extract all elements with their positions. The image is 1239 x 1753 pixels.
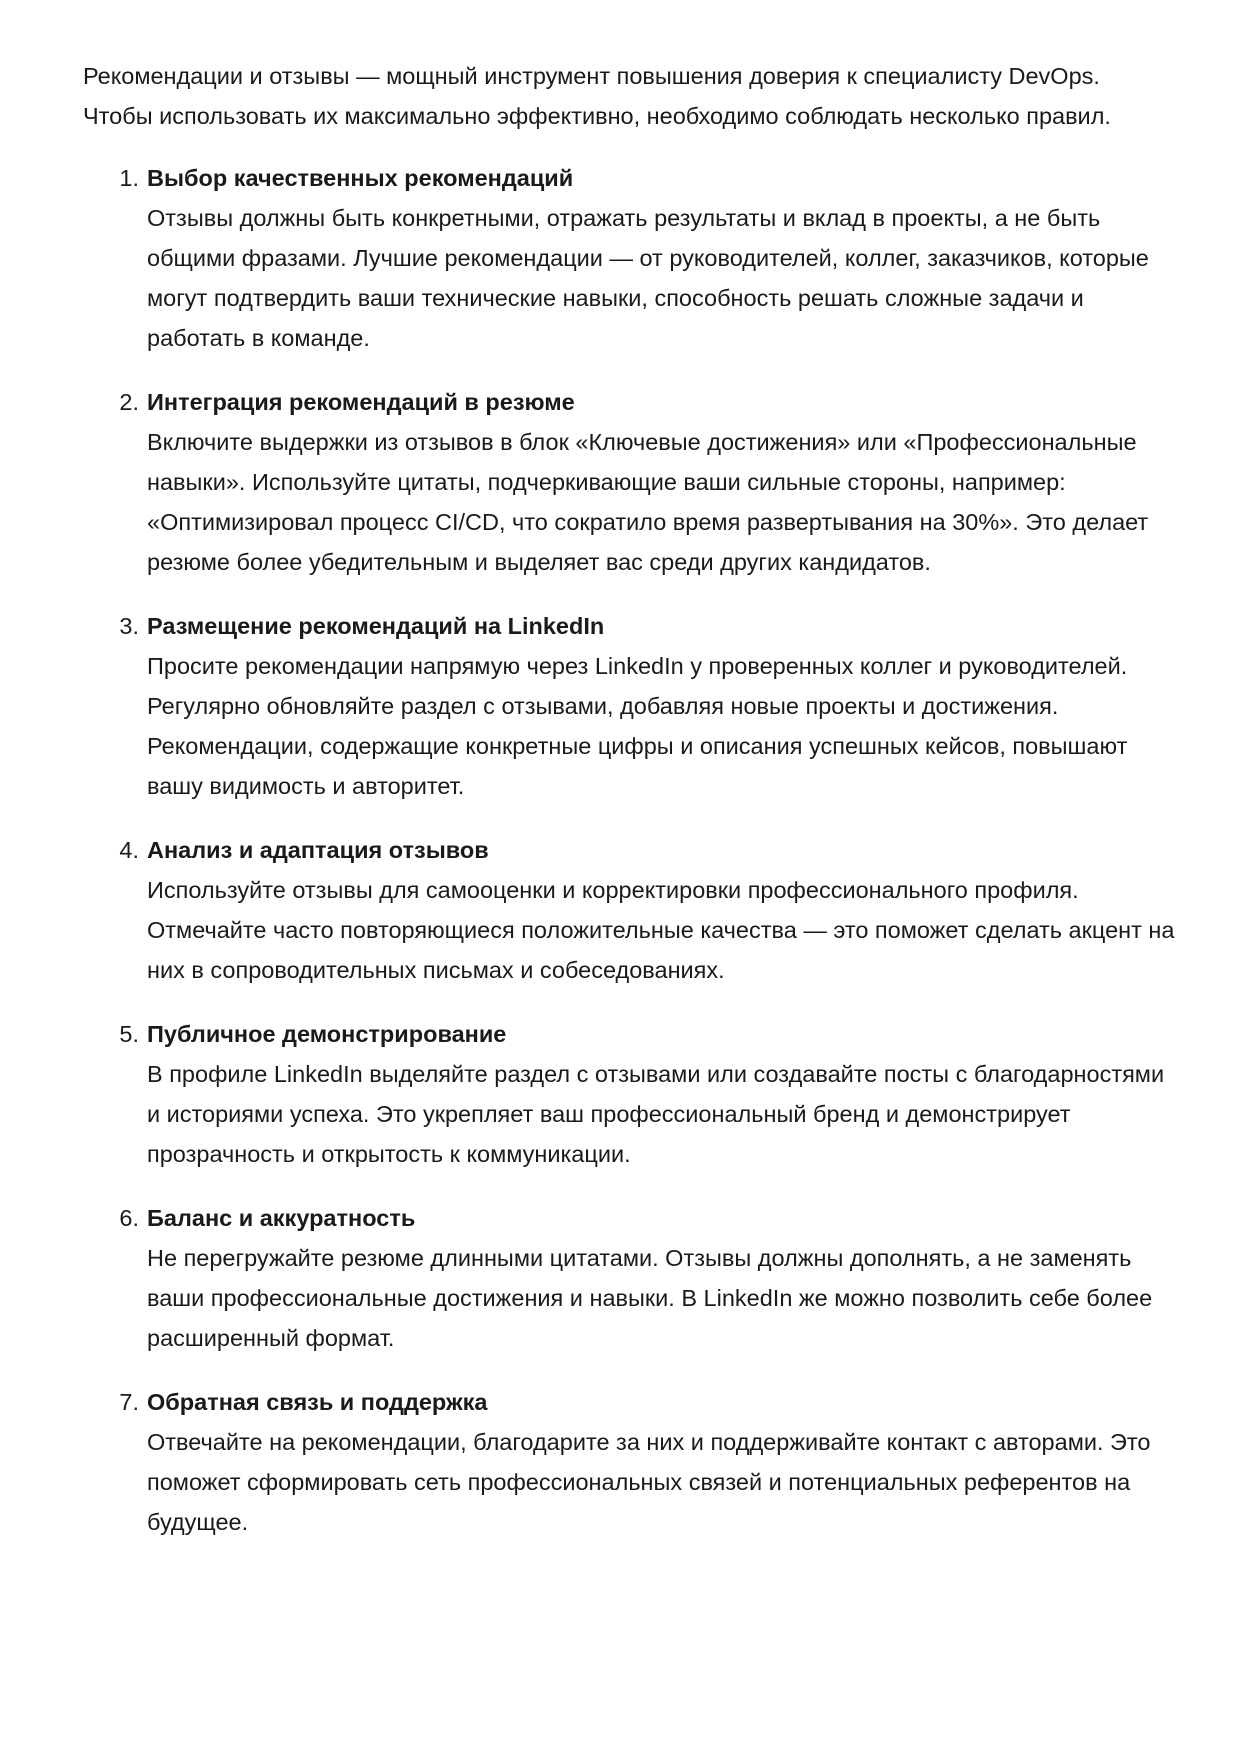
item-text: Отзывы должны быть конкретными, отражать результаты и вклад в проекты, а не быть общими фразами. Лучшие рекомендации — от руководителей, коллег, заказчиков, которые могут подтвердить ваши технические навыки, способность решать сложные задачи и работать в команде. (147, 205, 1149, 351)
item-title: Анализ и адаптация отзывов (147, 837, 489, 863)
item-number: 4. (119, 837, 139, 863)
item-number: 3. (119, 613, 139, 639)
item-number: 1. (119, 165, 139, 191)
rules-list (83, 158, 1175, 1542)
item-title: Обратная связь и поддержка (147, 1389, 488, 1415)
list-item (83, 382, 1169, 582)
item-text: В профиле LinkedIn выделяйте раздел с отзывами или создавайте посты с благодарностями и историями успеха. Это укрепляет ваш профессиональный бренд и демонстрирует прозрачность и открытость к коммуникации. (147, 1061, 1165, 1167)
item-number: 7. (119, 1389, 139, 1415)
item-title: Выбор качественных рекомендаций (147, 165, 574, 191)
list-item (83, 1382, 1169, 1542)
item-title: Интеграция рекомендаций в резюме (147, 389, 575, 415)
item-number: 2. (119, 389, 139, 415)
list-item (83, 1014, 1169, 1174)
item-text: Используйте отзывы для самооценки и корректировки профессионального профиля. Отмечайте часто повторяющиеся положительные качества — это поможет сделать акцент на них в сопроводительных письмах и собеседованиях. (147, 877, 1175, 983)
item-text: Отвечайте на рекомендации, благодарите за них и поддерживайте контакт с авторами. Это поможет сформировать сеть профессиональных связей и потенциальных референтов на будущее. (147, 1429, 1151, 1535)
item-text: Не перегружайте резюме длинными цитатами. Отзывы должны дополнять, а не заменять ваши профессиональные достижения и навыки. В LinkedIn же можно позволить себе более расширенный формат. (147, 1245, 1153, 1351)
list-item (83, 158, 1169, 358)
list-item (83, 606, 1169, 806)
item-number: 5. (119, 1021, 139, 1047)
item-title: Размещение рекомендаций на LinkedIn (147, 613, 605, 639)
item-text: Включите выдержки из отзывов в блок «Ключевые достижения» или «Профессиональные навыки». Используйте цитаты, подчеркивающие ваши сильные стороны, например: «Оптимизировал процесс CI/CD, что сократило время развертывания на 30%». Это делает резюме более убедительным и выделяет вас среди других кандидатов. (147, 429, 1149, 575)
intro-paragraph: Рекомендации и отзывы — мощный инструмент повышения доверия к специалисту DevOps. Чтобы использовать их максимально эффективно, необходимо соблюдать несколько правил. (83, 63, 1111, 129)
item-number: 6. (119, 1205, 139, 1231)
list-item (83, 1198, 1169, 1358)
list-item (83, 830, 1175, 990)
item-text: Просите рекомендации напрямую через LinkedIn у проверенных коллег и руководителей. Регулярно обновляйте раздел с отзывами, добавляя новые проекты и достижения. Рекомендации, содержащие конкретные цифры и описания успешных кейсов, повышают вашу видимость и авторитет. (147, 653, 1128, 799)
item-title: Публичное демонстрирование (147, 1021, 507, 1047)
item-title: Баланс и аккуратность (147, 1205, 416, 1231)
